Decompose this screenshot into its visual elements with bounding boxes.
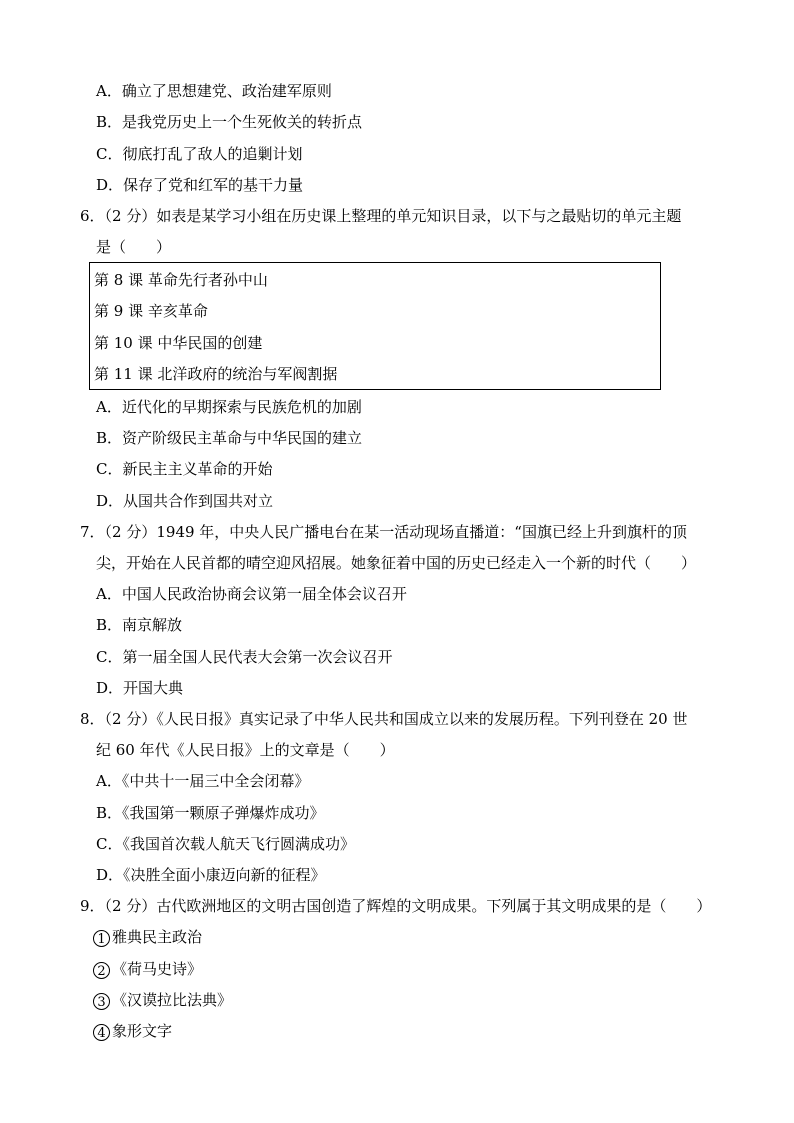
q9-item [93, 990, 232, 1010]
q7-stem-line2: 尖，开始在人民首都的晴空迎风招展。她象征着中国的历史已经走入一个新的时代（ ） [96, 554, 697, 572]
q7-option-d: D．开国大典 [96, 679, 184, 697]
q7-option-c: C．第一届全国人民代表大会第一次会议召开 [96, 648, 393, 666]
q8-stem-line2: 纪 60 年代《人民日报》上的文章是（ ） [96, 741, 395, 759]
q6-option-b: B．资产阶级民主革命与中华民国的建立 [96, 429, 363, 447]
q6-option-a: A．近代化的早期探索与民族危机的加剧 [96, 398, 362, 416]
q6-table-row: 第 8 课 革命先行者孙中山 [94, 271, 268, 289]
q5-option-d: D．保存了党和红军的基干力量 [96, 176, 304, 194]
q6-option-c: C．新民主主义革命的开始 [96, 460, 273, 478]
q8-option-a: A．《中共十一届三中全会闭幕》 [96, 772, 310, 790]
q6-table-row: 第 10 课 中华民国的创建 [94, 334, 263, 352]
q5-option-c: C．彻底打乱了敌人的追剿计划 [96, 145, 303, 163]
q6-table-row: 第 11 课 北洋政府的统治与军阀割据 [94, 365, 338, 383]
q9-item-text: 《荷马史诗》 [112, 960, 203, 978]
q9-item [93, 959, 202, 979]
q8-option-b: B．《我国第一颗原子弹爆炸成功》 [96, 804, 325, 822]
q7-option-b: B．南京解放 [96, 616, 183, 634]
q9-item-text: 象形文字 [112, 1022, 173, 1040]
q6-option-d: D．从国共合作到国共对立 [96, 492, 274, 510]
q9-item-text: 《汉谟拉比法典》 [112, 991, 233, 1009]
q6-stem-line1: 6．（2 分）如表是某学习小组在历史课上整理的单元知识目录，以下与之最贴切的单元主题 [80, 207, 682, 225]
circled-number-1: 1 [93, 930, 110, 947]
q9-item-text: 雅典民主政治 [112, 928, 203, 946]
circled-number-3: 3 [93, 993, 110, 1010]
q5-option-b: B．是我党历史上一个生死攸关的转折点 [96, 113, 363, 131]
q5-option-a: A．确立了思想建党、政治建军原则 [96, 82, 332, 100]
q8-stem-line1: 8．（2 分）《人民日报》真实记录了中华人民共和国成立以来的发展历程。下列刊登在 20 世 [80, 710, 688, 728]
q6-stem-line2: 是（ ） [96, 238, 172, 256]
circled-number-2: 2 [93, 962, 110, 979]
q8-option-d: D．《决胜全面小康迈向新的征程》 [96, 866, 326, 884]
q6-unit-table [89, 262, 661, 390]
q7-option-a: A．中国人民政治协商会议第一届全体会议召开 [96, 585, 407, 603]
q9-stem: 9．（2 分）古代欧洲地区的文明古国创造了辉煌的文明成果。下列属于其文明成果的是（ ） [80, 897, 712, 915]
q9-item [93, 927, 202, 947]
q7-stem-line1: 7．（2 分）1949 年，中央人民广播电台在某一活动现场直播道：“国旗已经上升到旗杆的顶 [80, 523, 687, 541]
q8-option-c: C．《我国首次载人航天飞行圆满成功》 [96, 835, 355, 853]
q6-table-row: 第 9 课 辛亥革命 [94, 302, 208, 320]
q9-item [93, 1021, 172, 1041]
circled-number-4: 4 [93, 1024, 110, 1041]
